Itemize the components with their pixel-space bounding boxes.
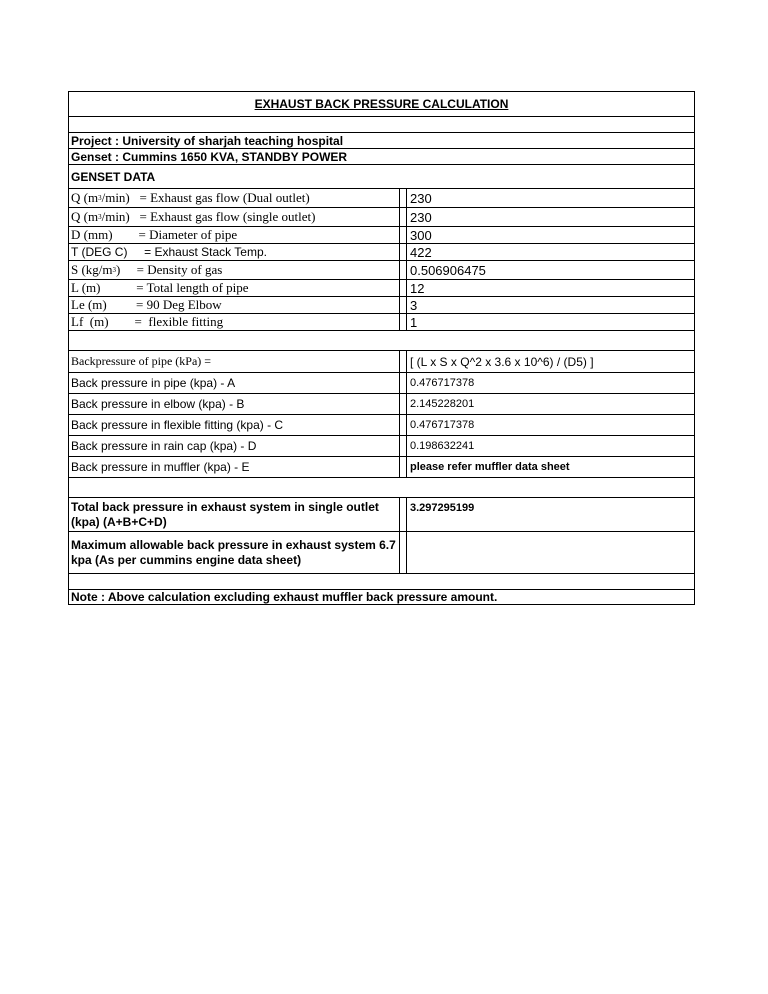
genset-data-table [69, 189, 694, 331]
result-label: Back pressure in elbow (kpa) - B [71, 397, 245, 411]
result-value: 2.145228201 [410, 398, 475, 410]
title-row [69, 92, 694, 117]
table-row [69, 189, 694, 208]
param-value: 300 [410, 227, 432, 243]
spacer-cell [399, 244, 407, 260]
table-row [69, 261, 694, 280]
param-value: 3 [410, 297, 418, 313]
formula-row [69, 351, 694, 373]
formula-value: [ (L x S x Q^2 x 3.6 x 10^6) / (D5) ] [410, 354, 594, 369]
param-label: D (mm) = Diameter of pipe [71, 227, 238, 242]
spacer-cell [399, 297, 407, 313]
table-row [69, 280, 694, 297]
max-allowable-row [69, 532, 694, 574]
spacer-row [69, 117, 694, 133]
genset-row [69, 149, 694, 165]
spacer-cell [399, 280, 407, 296]
param-label: Q (m 3 /min) = Exhaust gas flow (single outlet) [71, 209, 316, 224]
table-row [69, 394, 694, 415]
result-label: Back pressure in muffler (kpa) - E [71, 460, 250, 474]
result-label: Back pressure in flexible fitting (kpa) - C [71, 418, 284, 432]
param-value: 12 [410, 280, 425, 296]
spacer-row [69, 478, 694, 498]
project-label: Project : University of sharjah teaching hospital [71, 133, 344, 148]
spacer-row [69, 574, 694, 590]
table-row [69, 297, 694, 314]
spacer-cell [399, 351, 407, 372]
total-label: Total back pressure in exhaust system in single outlet (kpa) (A+B+C+D) [71, 499, 379, 529]
param-label: S (kg/m 3 ) = Density of gas [71, 262, 223, 277]
results-table [69, 373, 694, 478]
total-row [69, 498, 694, 532]
param-value: 1 [410, 314, 418, 330]
note-text: Note : Above calculation excluding exhaust muffler back pressure amount. [71, 590, 498, 604]
table-row [69, 314, 694, 331]
param-label: T (DEG C) = Exhaust Stack Temp. [71, 245, 267, 259]
table-row [69, 373, 694, 394]
table-row [69, 457, 694, 478]
note-row [69, 590, 694, 605]
spacer-cell [399, 261, 407, 279]
spacer-cell [399, 532, 407, 573]
sheet-title: EXHAUST BACK PRESSURE CALCULATION [254, 97, 509, 111]
total-value: 3.297295199 [410, 502, 475, 514]
genset-data-heading: GENSET DATA [71, 169, 156, 184]
spacer-row [69, 331, 694, 351]
genset-label: Genset : Cummins 1650 KVA, STANDBY POWER [71, 149, 348, 164]
table-row [69, 208, 694, 227]
result-value: 0.198632241 [410, 440, 475, 452]
genset-data-heading-row [69, 165, 694, 189]
spacer-cell [399, 498, 407, 531]
param-label: Lf (m) = flexible fitting [71, 314, 224, 329]
spacer-cell [399, 436, 407, 456]
max-allowable-label: Maximum allowable back pressure in exhaust system 6.7 kpa (As per cummins engine data sheet) [71, 537, 396, 567]
project-row [69, 133, 694, 149]
param-label: Le (m) = 90 Deg Elbow [71, 297, 222, 312]
param-label: L (m) = Total length of pipe [71, 280, 249, 295]
max-allowable-value [407, 532, 694, 573]
result-value: 0.476717378 [410, 419, 475, 431]
table-row [69, 244, 694, 261]
spacer-cell [399, 208, 407, 226]
spacer-cell [399, 373, 407, 393]
result-label: Back pressure in rain cap (kpa) - D [71, 439, 257, 453]
result-label: Back pressure in pipe (kpa) - A [71, 376, 236, 390]
result-value: 0.476717378 [410, 377, 475, 389]
table-row [69, 227, 694, 244]
spacer-cell [399, 227, 407, 243]
spacer-cell [399, 314, 407, 330]
param-label: Q (m 3 /min) = Exhaust gas flow (Dual outlet) [71, 190, 310, 205]
param-value: 0.506906475 [410, 262, 486, 278]
formula-label: Backpressure of pipe (kPa) = [71, 354, 212, 368]
spacer-cell [399, 415, 407, 435]
spacer-cell [399, 394, 407, 414]
spacer-cell [399, 457, 407, 477]
table-row [69, 415, 694, 436]
spacer-cell [399, 189, 407, 207]
param-value: 230 [410, 190, 432, 206]
calculation-sheet [68, 91, 695, 605]
param-value: 230 [410, 209, 432, 225]
result-value: please refer muffler data sheet [410, 461, 570, 473]
table-row [69, 436, 694, 457]
param-value: 422 [410, 244, 432, 260]
